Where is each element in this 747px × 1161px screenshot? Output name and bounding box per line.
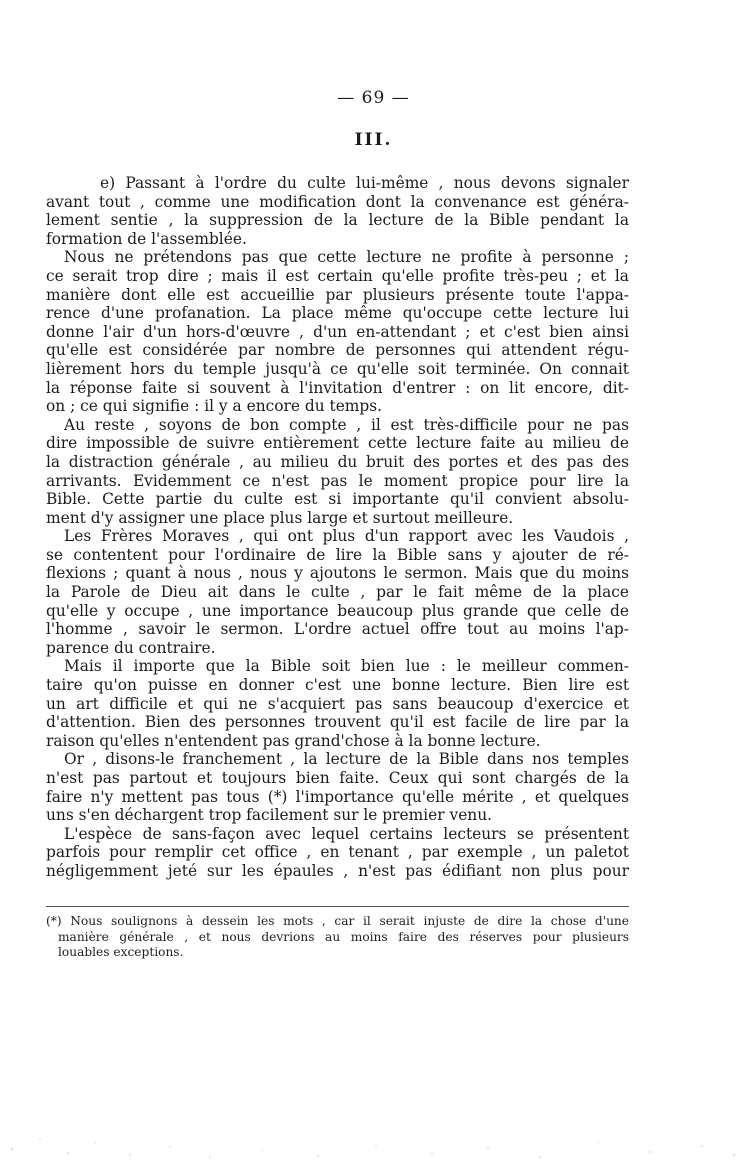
text-line: arrivants. Evidemment ce n'est pas le moment propice pour lire la xyxy=(46,471,629,490)
footnote-line: (*) Nous soulignons à dessein les mots , car il serait injuste de dire la chose d'une xyxy=(46,914,629,928)
text-line: la distraction générale , au milieu du bruit des portes et des pas des xyxy=(46,452,629,471)
text-line: Mais il importe que la Bible soit bien lue : le meilleur commen- xyxy=(64,657,629,676)
text-line: n'est pas partout et toujours bien faite. Ceux qui sont chargés de la xyxy=(46,769,629,787)
text-line: faire n'y mettent pas tous (*) l'importance qu'elle mérite , et quelques xyxy=(46,787,629,806)
text-line: un art difficile et qui ne s'acquiert pas sans beaucoup d'exercice et xyxy=(46,694,629,713)
text-line: qu'elle y occupe , une importance beaucoup plus grande que celle de xyxy=(46,601,629,620)
footnote xyxy=(46,914,629,961)
text-line: Les Frères Moraves , qui ont plus d'un rapport avec les Vaudois , xyxy=(64,527,629,546)
text-line: dire impossible de suivre entièrement cette lecture faite au milieu de xyxy=(46,434,629,453)
footnote-line: louables exceptions. xyxy=(58,945,184,959)
text-line: lement sentie , la suppression de la lecture de la Bible pendant la xyxy=(46,211,629,230)
text-line: rence d'une profanation. La place même qu'occupe cette lecture lui xyxy=(46,304,629,323)
text-line: e) Passant à l'ordre du culte lui-même , nous devons signaler xyxy=(100,174,629,192)
section-heading: III. xyxy=(354,130,393,150)
text-line: se contentent pour l'ordinaire de lire la Bible sans y ajouter de ré- xyxy=(46,545,629,564)
footnote-divider xyxy=(46,906,629,907)
text-line: raison qu'elles n'entendent pas grand'chose à la bonne lecture. xyxy=(46,731,541,750)
text-line: d'attention. Bien des personnes trouvent qu'il est facile de lire par la xyxy=(46,713,629,732)
text-line: L'espèce de sans-façon avec lequel certains lecteurs se présentent xyxy=(64,824,629,843)
text-line: taire qu'on puisse en donner c'est une bonne lecture. Bien lire est xyxy=(46,676,629,695)
paper-speckle-texture xyxy=(0,1021,747,1161)
text-line: on ; ce qui signifie : il y a encore du temps. xyxy=(46,397,383,416)
text-line: donne l'air d'un hors-d'œuvre , d'un en-attendant ; et c'est bien ainsi xyxy=(46,322,629,341)
body-text xyxy=(46,174,629,881)
text-line: Au reste , soyons de bon compte , il est très-difficile pour ne pas xyxy=(64,415,629,434)
text-line: ce serait trop dire ; mais il est certain qu'elle profite très-peu ; et la xyxy=(46,266,629,285)
text-line: la Parole de Dieu ait dans le culte , par le fait même de la place xyxy=(46,583,629,602)
text-line: uns s'en déchargent trop facilement sur le premier venu. xyxy=(46,806,493,825)
text-line: flexions ; quant à nous , nous y ajoutons le sermon. Mais que du moins xyxy=(46,564,629,583)
footnote-line: manière générale , et nous devrions au moins faire des réserves pour plusieurs xyxy=(58,929,629,944)
text-line: lièrement hors du temple jusqu'à ce qu'elle soit terminée. On connait xyxy=(46,359,629,378)
text-line: l'homme , savoir le sermon. L'ordre actuel offre tout au moins l'ap- xyxy=(46,620,629,639)
text-line: ment d'y assigner une place plus large et surtout meilleure. xyxy=(46,508,514,527)
text-line: avant tout , comme une modification dont la convenance est généra- xyxy=(46,192,629,211)
text-line: parfois pour remplir cet office , en tenant , par exemple , un paletot xyxy=(46,843,629,862)
text-line: Or , disons-le franchement , la lecture de la Bible dans nos temples xyxy=(64,750,629,769)
text-line: négligemment jeté sur les épaules , n'est pas édifiant non plus pour xyxy=(46,861,629,880)
text-line: formation de l'assemblée. xyxy=(46,229,247,248)
text-line: parence du contraire. xyxy=(46,638,216,657)
page-number: — 69 — xyxy=(337,88,410,108)
text-line: qu'elle est considérée par nombre de personnes qui attendent régu- xyxy=(46,341,629,360)
text-line: Nous ne prétendons pas que cette lecture ne profite à personne ; xyxy=(64,248,629,267)
text-line: la réponse faite si souvent à l'invitation d'entrer : on lit encore, dit- xyxy=(46,378,629,397)
text-line: Bible. Cette partie du culte est si importante qu'il convient absolu- xyxy=(46,490,629,509)
text-line: manière dont elle est accueillie par plusieurs présente toute l'appa- xyxy=(46,285,629,304)
